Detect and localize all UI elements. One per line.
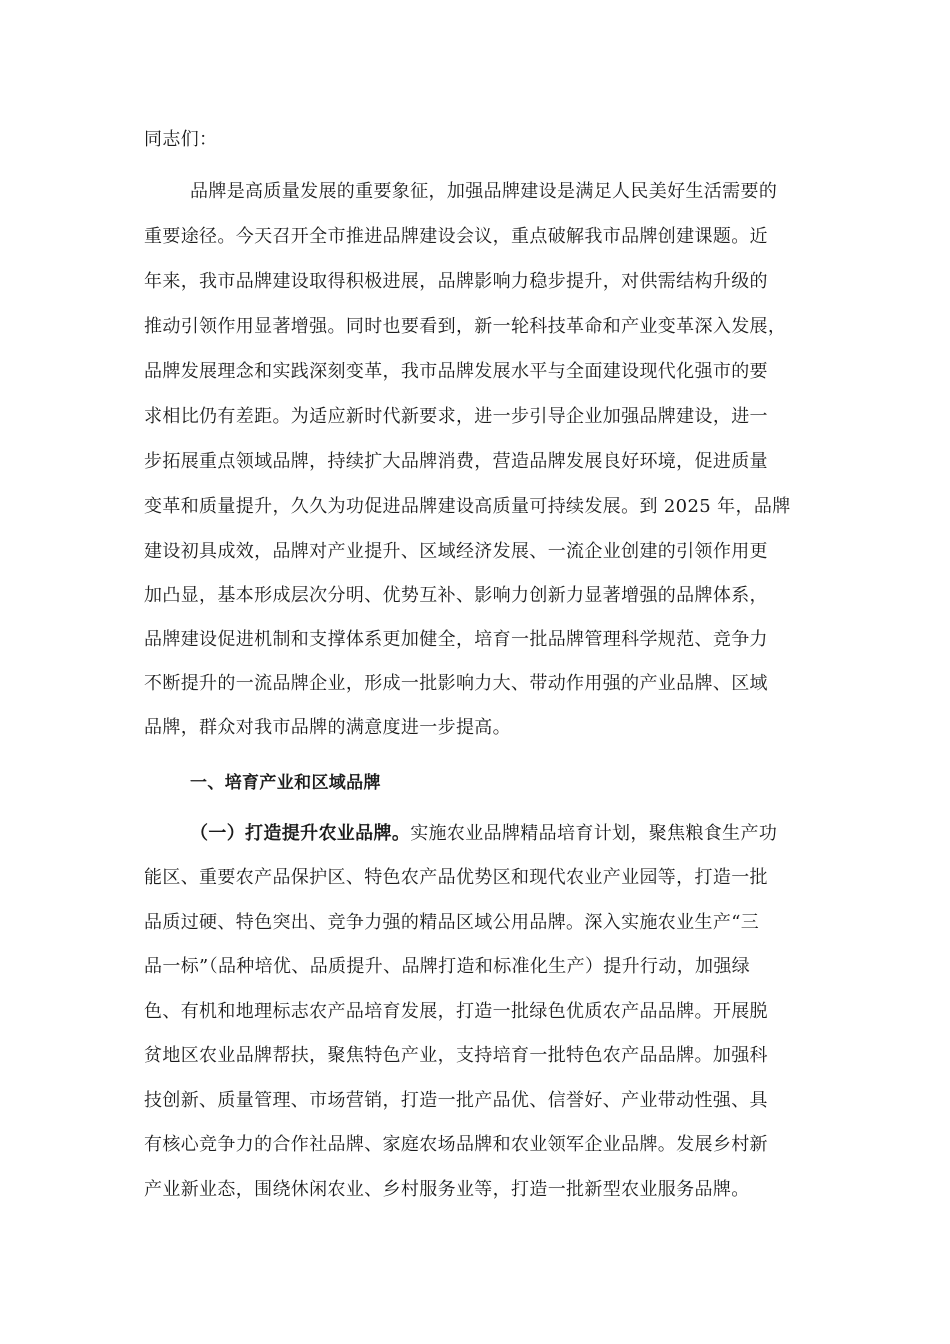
salutation: 同志们： [144,129,218,150]
subsection-line: 产业新业态，围绕休闲农业、乡村服务业等，打造一批新型农业服务品牌。 [144,1179,750,1200]
intro-line: 不断提升的一流品牌企业，形成一批影响力大、带动作用强的产业品牌、区域 [144,673,768,694]
subsection-first-line [190,822,777,846]
subsection-line: 有核心竞争力的合作社品牌、家庭农场品牌和农业领军企业品牌。发展乡村新 [144,1134,768,1155]
intro-line: 步拓展重点领域品牌，持续扩大品牌消费，营造品牌发展良好环境，促进质量 [144,451,768,472]
subsection-line: 品一标”（品种培优、品质提升、品牌打造和标准化生产）提升行动，加强绿 [144,956,751,977]
intro-line: 品牌是高质量发展的重要象征，加强品牌建设是满足人民美好生活需要的 [190,181,778,202]
intro-line: 重要途径。今天召开全市推进品牌建设会议，重点破解我市品牌创建课题。近 [144,226,768,247]
intro-line: 年来，我市品牌建设取得积极进展，品牌影响力稳步提升，对供需结构升级的 [144,271,768,292]
intro-line: 建设初具成效，品牌对产业提升、区域经济发展、一流企业创建的引领作用更 [144,541,768,562]
intro-line: 品牌发展理念和实践深刻变革，我市品牌发展水平与全面建设现代化强市的要 [144,361,768,382]
intro-line: 推动引领作用显著增强。同时也要看到，新一轮科技革命和产业变革深入发展， [144,316,787,337]
intro-line: 品牌建设促进机制和支撑体系更加健全，培育一批品牌管理科学规范、竞争力 [144,629,768,650]
intro-line: 加凸显，基本形成层次分明、优势互补、影响力创新力显著增强的品牌体系， [144,585,768,606]
subsection-line: 能区、重要农产品保护区、特色农产品优势区和现代农业产业园等，打造一批 [144,867,768,888]
section-heading: 一、培育产业和区域品牌 [190,773,381,793]
intro-line: 变革和质量提升，久久为功促进品牌建设高质量可持续发展。到 2025 年，品牌 [144,496,791,517]
subsection-line: 贫地区农业品牌帮扶，聚焦特色产业，支持培育一批特色农产品品牌。加强科 [144,1045,768,1066]
subsection-text: 实施农业品牌精品培育计划，聚焦粮食生产功 [410,823,778,844]
subsection-line: 技创新、质量管理、市场营销，打造一批产品优、信誉好、产业带动性强、具 [144,1090,768,1111]
subsection-line: 品质过硬、特色突出、竞争力强的精品区域公用品牌。深入实施农业生产“三 [144,912,760,933]
subsection-line: 色、有机和地理标志农产品培育发展，打造一批绿色优质农产品品牌。开展脱 [144,1001,768,1022]
intro-line: 求相比仍有差距。为适应新时代新要求，进一步引导企业加强品牌建设，进一 [144,406,768,427]
subsection-title: （一）打造提升农业品牌。 [190,823,411,844]
intro-line: 品牌，群众对我市品牌的满意度进一步提高。 [144,717,511,738]
